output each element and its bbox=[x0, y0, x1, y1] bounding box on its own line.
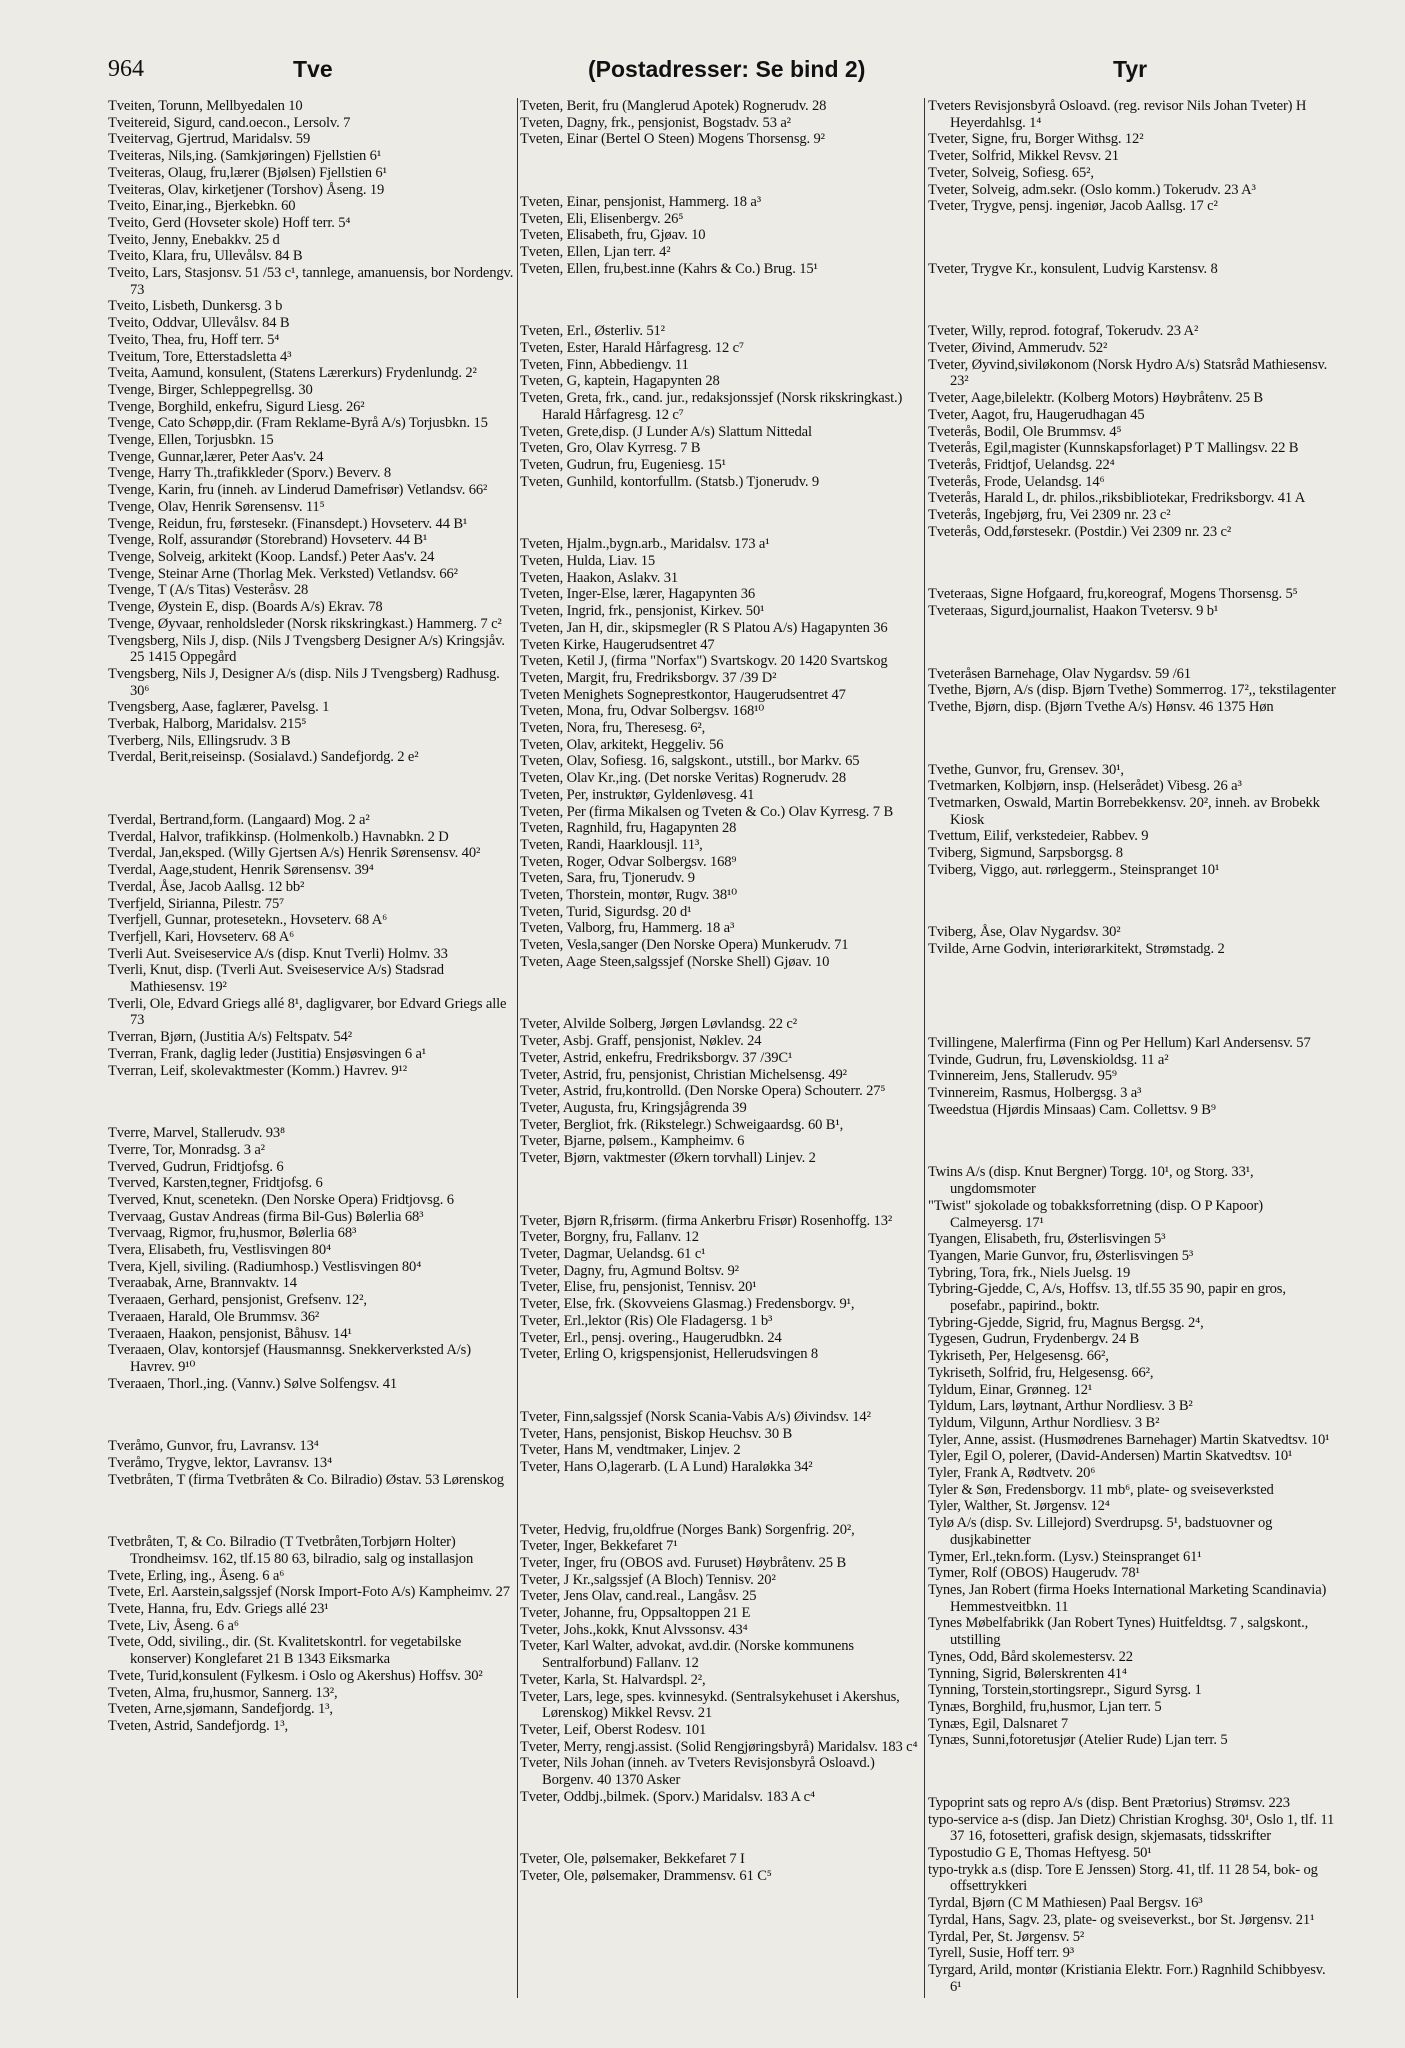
directory-entry: Tyler & Søn, Fredensborgv. 11 mb⁶, plate- og sveiseverksted bbox=[928, 1481, 1274, 1498]
directory-entry: Tygesen, Gudrun, Frydenbergv. 24 B bbox=[928, 1331, 1140, 1348]
directory-entry: Tyler, Anne, assist. (Husmødrenes Barnehager) Martin Skatvedtsv. 10¹ bbox=[928, 1431, 1330, 1448]
directory-entry: Tynning, Torstein,stortingsrepr., Sigurd Syrsg. 1 bbox=[928, 1682, 1202, 1699]
directory-entry: Tyler, Egil O, polerer, (David-Andersen) Martin Skatvedtsv. 10¹ bbox=[928, 1448, 1293, 1465]
directory-entry: Tveter, Lars, lege, spes. kvinnesykd. (Sentralsykehuset i Akershus, Lørenskog) Mikkel Revsv. 21 bbox=[520, 1688, 900, 1722]
entry-spacer bbox=[520, 505, 925, 522]
directory-entry: Tveter, Hans, pensjonist, Biskop Heuchsv. 30 B bbox=[520, 1425, 793, 1442]
directory-entry: Tviberg, Åse, Olav Nygardsv. 30² bbox=[928, 924, 1121, 941]
directory-entry: Tveter, Oddbj.,bilmek. (Sporv.) Maridalsv. 183 A c⁴ bbox=[520, 1788, 815, 1805]
directory-entry: Tverved, Knut, scenetekn. (Den Norske Opera) Fridtjovsg. 6 bbox=[108, 1191, 454, 1208]
directory-entry: Tvenge, Rolf, assurandør (Storebrand) Hovseterv. 44 B¹ bbox=[108, 532, 428, 549]
directory-entry: Tveten, Finn, Abbediengv. 11 bbox=[520, 356, 689, 373]
directory-entry: Tyldum, Lars, løytnant, Arthur Nordliesv. 3 B² bbox=[928, 1398, 1193, 1415]
entry-spacer bbox=[108, 1407, 516, 1424]
directory-entry: Tveten, Elisabeth, fru, Gjøav. 10 bbox=[520, 227, 706, 244]
directory-entry: Tvengsberg, Nils J, disp. (Nils J Tvengsberg Designer A/s) Kringsjåv. 25 1415 Oppegård bbox=[108, 632, 505, 666]
directory-entry: Tvenge, Reidun, fru, førstesekr. (Finansdept.) Hovseterv. 44 B¹ bbox=[108, 515, 468, 532]
directory-entry: Tveiteras, Nils,ing. (Samkjøringen) Fjellstien 6¹ bbox=[108, 148, 382, 165]
directory-entry: Tverli, Knut, disp. (Tverli Aut. Sveiseservice A/s) Stadsrad Mathiesensv. 19² bbox=[108, 962, 444, 996]
directory-entry: Tveraaen, Thorl.,ing. (Vannv.) Sølve Solfengsv. 41 bbox=[108, 1375, 398, 1392]
directory-entry: Tverved, Gudrun, Fridtjofsg. 6 bbox=[108, 1158, 284, 1175]
directory-entry: Tvetmarken, Kolbjørn, insp. (Helserådet) Vibesg. 26 a³ bbox=[928, 778, 1242, 795]
entry-spacer bbox=[928, 555, 1338, 572]
directory-entry: Tyler, Frank A, Rødtvetv. 20⁶ bbox=[928, 1465, 1096, 1482]
directory-entry: Tveter, Erling O, krigspensjonist, Hellerudsvingen 8 bbox=[520, 1346, 819, 1363]
header-first-word: Tve bbox=[293, 56, 333, 82]
directory-entry: Tvinnereim, Jens, Stallerudv. 95⁹ bbox=[928, 1068, 1117, 1085]
directory-entry: Tveten, Ellen, Ljan terr. 4² bbox=[520, 244, 671, 261]
directory-entry: Tveter, Bergliot, frk. (Rikstelegr.) Schweigaardsg. 60 B¹, bbox=[520, 1116, 844, 1133]
directory-entry: Tynes, Odd, Bård skolemestersv. 22 bbox=[928, 1648, 1133, 1665]
directory-entry: Tyldum, Vilgunn, Arthur Nordliesv. 3 B² bbox=[928, 1414, 1160, 1431]
directory-entry: Tveter, Augusta, fru, Kringsjågrenda 39 bbox=[520, 1099, 747, 1116]
directory-entry: Tveten, Einar, pensjonist, Hammerg. 18 a³ bbox=[520, 193, 761, 210]
directory-entry: Tveter, Solfrid, Mikkel Revsv. 21 bbox=[928, 148, 1119, 165]
directory-entry: Tveter, J Kr.,salgssjef (A Bloch) Tennisv. 20² bbox=[520, 1571, 776, 1588]
directory-entry: Tveten, Dagny, frk., pensjonist, Bogstadv. 53 a² bbox=[520, 114, 791, 131]
directory-entry: Tveter, Aage,bilelektr. (Kolberg Motors) Høybråtenv. 25 B bbox=[928, 390, 1263, 407]
directory-entry: Tveterås, Odd,førstesekr. (Postdir.) Vei 2309 nr. 23 c² bbox=[928, 523, 1232, 540]
directory-entry: Tveter, Ole, pølsemaker, Drammensv. 61 C⁵ bbox=[520, 1868, 772, 1885]
directory-entry: Tveitervag, Gjertrud, Maridalsv. 59 bbox=[108, 131, 311, 148]
directory-entry: Tveten, Valborg, fru, Hammerg. 18 a³ bbox=[520, 920, 735, 937]
directory-entry: Tveteraas, Signe Hofgaard, fru,koreograf, Mogens Thorsensg. 5⁵ bbox=[928, 586, 1298, 603]
directory-entry: Tveiten, Torunn, Mellbyedalen 10 bbox=[108, 98, 303, 114]
column-divider bbox=[517, 98, 518, 1998]
directory-entry: Tveten Menighets Sogneprestkontor, Haugerudsentret 47 bbox=[520, 686, 846, 703]
directory-entry: Tynning, Sigrid, Bølerskrenten 41⁴ bbox=[928, 1665, 1127, 1682]
directory-entry: Tyrgard, Arild, montør (Kristiania Elektr. Forr.) Ragnhild Schibbyesv. 6¹ bbox=[928, 1961, 1326, 1995]
directory-entry: Tveten, Per, instruktør, Gyldenløvesg. 41 bbox=[520, 786, 755, 803]
directory-entry: Tveter, Øivind, Ammerudv. 52² bbox=[928, 340, 1108, 357]
directory-entry: Tveten, Ingrid, frk., pensjonist, Kirkev. 50¹ bbox=[520, 603, 765, 620]
directory-entry: Tveter, Trygve, pensj. ingeniør, Jacob Aallsg. 17 c² bbox=[928, 198, 1218, 215]
directory-entry: Tverre, Marvel, Stallerudv. 93⁸ bbox=[108, 1125, 285, 1142]
directory-entry: Tveten, Olav, arkitekt, Heggeliv. 56 bbox=[520, 736, 724, 753]
directory-entry: Tveteraas, Sigurd,journalist, Haakon Tvetersv. 9 b¹ bbox=[928, 603, 1219, 620]
directory-entry: Tveten, Alma, fru,husmor, Sannerg. 13², bbox=[108, 1684, 338, 1701]
directory-entry: Tverbak, Halborg, Maridalsv. 215⁵ bbox=[108, 716, 307, 733]
directory-entry: Tveten, Margit, fru, Fredriksborgv. 37 /39 D² bbox=[520, 669, 777, 686]
directory-entry: Tvete, Erling, ing., Åseng. 6 a⁶ bbox=[108, 1567, 285, 1584]
entry-spacer bbox=[520, 163, 925, 180]
directory-entry: Tveten, Inger-Else, lærer, Hagapynten 36 bbox=[520, 586, 756, 603]
directory-entry: Tveter, Johs.,kokk, Knut Alvssonsv. 43⁴ bbox=[520, 1621, 748, 1638]
directory-column-2 bbox=[520, 98, 925, 1885]
directory-entry: Tveter, Bjørn R,frisørm. (firma Ankerbru Frisør) Rosenhoffg. 13² bbox=[520, 1212, 893, 1229]
directory-entry: Tveitum, Tore, Etterstadsletta 4³ bbox=[108, 348, 292, 365]
entry-spacer bbox=[520, 1820, 925, 1837]
directory-entry: Tybring, Tora, frk., Niels Juelsg. 19 bbox=[928, 1264, 1131, 1281]
directory-entry: Tveten, Grete,disp. (J Lunder A/s) Slattum Nittedal bbox=[520, 423, 812, 440]
directory-entry: Twins A/s (disp. Knut Bergner) Torgg. 10¹, og Storg. 33¹, ungdomsmoter bbox=[928, 1164, 1254, 1198]
directory-entry: Tverli, Ole, Edvard Griegs allé 8¹, dagligvarer, bor Edvard Griegs alle 73 bbox=[108, 995, 507, 1029]
directory-entry: Tverfjell, Gunnar, protesetekn., Hovseterv. 68 A⁶ bbox=[108, 912, 388, 929]
directory-entry: Tveten, Hjalm.,bygn.arb., Maridalsv. 173 a¹ bbox=[520, 536, 770, 553]
directory-entry: Tynæs, Borghild, fru,husmor, Ljan terr. 5 bbox=[928, 1698, 1162, 1715]
directory-entry: Tveten, Roger, Odvar Solbergsv. 168⁹ bbox=[520, 853, 737, 870]
directory-entry: Tveter, Bjarne, pølsem., Kampheimv. 6 bbox=[520, 1133, 745, 1150]
entry-spacer bbox=[520, 292, 925, 309]
directory-entry: Tveter, Inger, fru (OBOS avd. Furuset) Høybråtenv. 25 B bbox=[520, 1554, 847, 1571]
directory-entry: Tykriseth, Per, Helgesensg. 66², bbox=[928, 1348, 1109, 1365]
directory-entry: Tvete, Liv, Åseng. 6 a⁶ bbox=[108, 1617, 239, 1634]
directory-entry: Tveten, Erl., Østerliv. 51² bbox=[520, 323, 665, 340]
directory-entry: Tveter, Erl.,lektor (Ris) Ole Fladagersg. 1 b³ bbox=[520, 1312, 773, 1329]
directory-entry: Tveråmo, Gunvor, fru, Lavransv. 13⁴ bbox=[108, 1438, 319, 1455]
directory-entry: Tveraaen, Harald, Ole Brummsv. 36² bbox=[108, 1308, 320, 1325]
directory-entry: Tvete, Turid,konsulent (Fylkesm. i Oslo og Akershus) Hoffsv. 30² bbox=[108, 1667, 483, 1684]
directory-entry: Tverli Aut. Sveiseservice A/s (disp. Knut Tverli) Holmv. 33 bbox=[108, 945, 448, 962]
directory-entry: Tveter, Willy, reprod. fotograf, Tokerudv. 23 A² bbox=[928, 323, 1199, 340]
directory-entry: Tvetmarken, Oswald, Martin Borrebekkensv. 20², inneh. av Brobekk Kiosk bbox=[928, 795, 1320, 828]
directory-entry: Tveten, Ragnhild, fru, Hagapynten 28 bbox=[520, 820, 737, 837]
directory-entry: Tvettum, Eilif, verkstedeier, Rabbev. 9 bbox=[928, 828, 1149, 845]
directory-entry: Tveito, Lisbeth, Dunkersg. 3 b bbox=[108, 298, 283, 315]
entry-spacer bbox=[928, 893, 1338, 910]
directory-entry: Tvinde, Gudrun, fru, Løvenskioldsg. 11 a² bbox=[928, 1051, 1169, 1068]
directory-entry: Tveten, Einar (Bertel O Steen) Mogens Thorsensg. 9² bbox=[520, 131, 825, 148]
directory-entry: Tyldum, Einar, Grønneg. 12¹ bbox=[928, 1381, 1093, 1398]
header-last-word: Tyr bbox=[1113, 56, 1148, 82]
directory-entry: Tvervaag, Gustav Andreas (firma Bil-Gus) Bølerlia 68³ bbox=[108, 1208, 424, 1225]
directory-entry: Tvenge, Karin, fru (inneh. av Linderud Damefrisør) Vetlandsv. 66² bbox=[108, 482, 488, 499]
directory-entry: Tveter, Finn,salgssjef (Norsk Scania-Vabis A/s) Øivindsv. 14² bbox=[520, 1408, 871, 1425]
directory-entry: "Twist" sjokolade og tobakksforretning (disp. O P Kapoor) Calmeyersg. 17¹ bbox=[928, 1197, 1263, 1231]
directory-entry: Tveter, Astrid, fru,kontrolld. (Den Norske Opera) Schouterr. 27⁵ bbox=[520, 1083, 886, 1100]
directory-entry: Tvethe, Bjørn, disp. (Bjørn Tvethe A/s) Hønsv. 46 1375 Høn bbox=[928, 699, 1274, 716]
directory-entry: Tyrdal, Bjørn (C M Mathiesen) Paal Bergsv. 16³ bbox=[928, 1895, 1203, 1912]
directory-entry: Tvillingene, Malerfirma (Finn og Per Hellum) Karl Andersensv. 57 bbox=[928, 1035, 1311, 1052]
directory-entry: Tveten, Gro, Olav Kyrresg. 7 B bbox=[520, 440, 701, 457]
directory-entry: Tveten, Eli, Elisenbergv. 26⁵ bbox=[520, 210, 684, 227]
directory-entry: Tvete, Erl. Aarstein,salgssjef (Norsk Import-Foto A/s) Kampheimv. 27 bbox=[108, 1584, 510, 1601]
directory-entry: Tveter, Hans O,lagerarb. (L A Lund) Haraløkka 34² bbox=[520, 1458, 813, 1475]
directory-entry: Tveten, Astrid, Sandefjordg. 1³, bbox=[108, 1717, 288, 1734]
directory-entry: Tveraaen, Olav, kontorsjef (Hausmannsg. Snekkerverksted A/s) Havrev. 9¹⁰ bbox=[108, 1342, 471, 1375]
directory-entry: Tvetbråten, T (firma Tvetbråten & Co. Bilradio) Østav. 53 Lørenskog bbox=[108, 1471, 504, 1488]
directory-entry: Tviberg, Sigmund, Sarpsborgsg. 8 bbox=[928, 845, 1123, 862]
directory-entry: Tveten Kirke, Haugerudsentret 47 bbox=[520, 636, 715, 653]
directory-entry: Tverdal, Jan,eksped. (Willy Gjertsen A/s) Henrik Sørensensv. 40² bbox=[108, 845, 481, 862]
directory-entry: Tvete, Odd, siviling., dir. (St. Kvalitetskontrl. for vegetabilske konserver) Konglefaret 21 B 1343 Eiksmarka bbox=[108, 1634, 462, 1668]
directory-entry: Tyrdal, Per, St. Jørgensv. 5² bbox=[928, 1928, 1085, 1945]
directory-entry: Tvete, Hanna, fru, Edv. Griegs allé 23¹ bbox=[108, 1601, 329, 1618]
directory-entry: Tveterås, Bodil, Ole Brummsv. 4⁵ bbox=[928, 423, 1122, 440]
directory-entry: Tveito, Oddvar, Ullevålsv. 84 B bbox=[108, 315, 290, 332]
directory-entry: Tveten, Sara, fru, Tjonerudv. 9 bbox=[520, 870, 695, 887]
directory-entry: Tverberg, Nils, Ellingsrudv. 3 B bbox=[108, 732, 291, 749]
directory-entry: Tymer, Erl.,tekn.form. (Lysv.) Steinspranget 61¹ bbox=[928, 1548, 1202, 1565]
directory-entry: Tyrell, Susie, Hoff terr. 9³ bbox=[928, 1945, 1075, 1962]
page-header bbox=[108, 50, 1338, 90]
directory-entry: Tyler, Walther, St. Jørgensv. 12⁴ bbox=[928, 1498, 1110, 1515]
directory-entry: Tveita, Aamund, konsulent, (Statens Lærerkurs) Frydenlundg. 2² bbox=[108, 365, 477, 382]
directory-entry: Tveterås, Frode, Uelandsg. 14⁶ bbox=[928, 473, 1105, 490]
directory-entry: Tveraaen, Gerhard, pensjonist, Grefsenv. 12², bbox=[108, 1292, 367, 1309]
directory-entry: Tverran, Frank, daglig leder (Justitia) Ensjøsvingen 6 a¹ bbox=[108, 1045, 427, 1062]
directory-entry: Tveito, Jenny, Enebakkv. 25 d bbox=[108, 231, 280, 248]
directory-entry: Tvera, Kjell, siviling. (Radiumhosp.) Vestlisvingen 80⁴ bbox=[108, 1258, 422, 1275]
directory-entry: Tvenge, Øystein E, disp. (Boards A/s) Ekrav. 78 bbox=[108, 599, 383, 616]
directory-entry: Tverran, Leif, skolevaktmester (Komm.) Havrev. 9¹² bbox=[108, 1062, 407, 1079]
directory-entry: Tynes Møbelfabrikk (Jan Robert Tynes) Huitfeldtsg. 7 , salgskont., utstilling bbox=[928, 1615, 1309, 1649]
directory-entry: Tverved, Karsten,tegner, Fridtjofsg. 6 bbox=[108, 1175, 323, 1192]
directory-entry: Tveito, Gerd (Hovseter skole) Hoff terr. 5⁴ bbox=[108, 214, 351, 231]
directory-entry: Tvenge, Gunnar,lærer, Peter Aas'v. 24 bbox=[108, 448, 324, 465]
directory-entry: Tynæs, Egil, Dalsnaret 7 bbox=[928, 1715, 1069, 1732]
directory-entry: Tveito, Thea, fru, Hoff terr. 5⁴ bbox=[108, 331, 280, 348]
directory-entry: Tylø A/s (disp. Sv. Lillejord) Sverdrupsg. 5¹, badstuovner og dusjkabinetter bbox=[928, 1515, 1273, 1548]
entry-spacer bbox=[928, 634, 1338, 651]
directory-entry: Tveter, Aagot, fru, Haugerudhagan 45 bbox=[928, 406, 1145, 423]
directory-entry: Tveten, Mona, fru, Odvar Solbergsv. 168¹⁰ bbox=[520, 703, 765, 720]
directory-entry: Tveten, Haakon, Aslakv. 31 bbox=[520, 569, 679, 586]
directory-entry: Tveter, Else, frk. (Skovveiens Glasmag.) Fredensborgv. 9¹, bbox=[520, 1296, 855, 1313]
entry-spacer bbox=[108, 1094, 516, 1111]
directory-entry: Tveito, Lars, Stasjonsv. 51 /53 c¹, tannlege, amanuensis, bor Nordengv. 73 bbox=[108, 265, 514, 298]
directory-entry: Tverdal, Bertrand,form. (Langaard) Mog. 2 a² bbox=[108, 812, 370, 828]
directory-entry: Tveter, Erl., pensj. overing., Haugerudbkn. 24 bbox=[520, 1329, 782, 1346]
entry-spacer bbox=[108, 781, 516, 798]
directory-entry: Tvenge, Harry Th.,trafikkleder (Sporv.) Beverv. 8 bbox=[108, 465, 392, 482]
directory-entry: Tviberg, Viggo, aut. rørleggerm., Steinspranget 10¹ bbox=[928, 861, 1220, 878]
directory-entry: Tynes, Jan Robert (firma Hoeks International Marketing Scandinavia) Hemmestveitbkn. 11 bbox=[928, 1581, 1327, 1615]
directory-entry: Tverdal, Aage,student, Henrik Sørensensv. 39⁴ bbox=[108, 862, 374, 879]
directory-entry: Tvinnereim, Rasmus, Holbergsg. 3 a³ bbox=[928, 1085, 1142, 1102]
directory-entry: Tyangen, Marie Gunvor, fru, Østerlisvingen 5³ bbox=[928, 1247, 1194, 1264]
directory-entry: Tvetbråten, T, & Co. Bilradio (T Tvetbråten,Torbjørn Holter) Trondheimsv. 162, tlf.15 80 63, bilradio, salg og installasjon bbox=[108, 1534, 474, 1567]
directory-entry: Tveter, Elise, fru, pensjonist, Tennisv. 20¹ bbox=[520, 1279, 757, 1296]
directory-entry: Tverre, Tor, Monradsg. 3 a² bbox=[108, 1141, 265, 1158]
directory-entry: Tvethe, Gunvor, fru, Grensev. 30¹, bbox=[928, 761, 1124, 778]
directory-entry: Tveter, Trygve Kr., konsulent, Ludvig Karstensv. 8 bbox=[928, 260, 1218, 277]
directory-entry: Tverdal, Åse, Jacob Aallsg. 12 bb² bbox=[108, 878, 305, 895]
directory-entry: Tverfjell, Kari, Hovseterv. 68 A⁶ bbox=[108, 928, 295, 945]
directory-entry: Tvenge, Cato Schøpp,dir. (Fram Reklame-Byrå A/s) Torjusbkn. 15 bbox=[108, 415, 488, 432]
directory-entry: Tveten, Olav, Sofiesg. 16, salgskont., utstill., bor Markv. 65 bbox=[520, 753, 860, 770]
directory-entry: Tveter, Merry, rengj.assist. (Solid Rengjøringsbyrå) Maridalsv. 183 c⁴ bbox=[520, 1738, 918, 1755]
directory-entry: Tvera, Elisabeth, fru, Vestlisvingen 80⁴ bbox=[108, 1242, 331, 1259]
directory-entry: Tvenge, Steinar Arne (Thorlag Mek. Verksted) Vetlandsv. 66² bbox=[108, 565, 458, 582]
directory-entry: Tveten, Aage Steen,salgssjef (Norske Shell) Gjøav. 10 bbox=[520, 953, 830, 970]
directory-entry: Tweedstua (Hjørdis Minsaas) Cam. Collettsv. 9 B⁹ bbox=[928, 1101, 1216, 1118]
directory-entry: Tveters Revisjonsbyrå Osloavd. (reg. revisor Nils Johan Tveter) H Heyerdahlsg. 1⁴ bbox=[928, 98, 1307, 131]
directory-entry: Tveterås, Fridtjof, Uelandsg. 22⁴ bbox=[928, 457, 1115, 473]
directory-entry: Tveito, Einar,ing., Bjerkebkn. 60 bbox=[108, 198, 296, 215]
page-number: 964 bbox=[108, 56, 144, 82]
directory-entry: Tveten, Ester, Harald Hårfagresg. 12 c⁷ bbox=[520, 340, 744, 357]
directory-entry: typo-trykk a.s (disp. Tore E Jenssen) Storg. 41, tlf. 11 28 54, bok- og offsettrykkeri bbox=[928, 1861, 1318, 1895]
directory-entry: Tveraabak, Arne, Brannvaktv. 14 bbox=[108, 1275, 297, 1292]
entry-spacer bbox=[108, 1503, 516, 1520]
directory-column-1 bbox=[108, 98, 516, 1735]
directory-entry: Tveten, Arne,sjømann, Sandefjordg. 1³, bbox=[108, 1701, 333, 1718]
directory-entry: Tveten, Vesla,sanger (Den Norske Opera) Munkerudv. 71 bbox=[520, 937, 849, 954]
directory-entry: Tveter, Solveig, Sofiesg. 65², bbox=[928, 164, 1094, 181]
directory-entry: Tveter, Karl Walter, advokat, avd.dir. (Norske kommunens Sentralforbund) Fallanv. 12 bbox=[520, 1638, 854, 1672]
directory-entry: Tveter, Borgny, fru, Fallanv. 12 bbox=[520, 1229, 699, 1246]
directory-entry: Tveter, Jens Olav, cand.real., Langåsv. 25 bbox=[520, 1588, 757, 1605]
directory-entry: Tvenge, Solveig, arkitekt (Koop. Landsf.) Peter Aas'v. 24 bbox=[108, 548, 435, 565]
directory-entry: Tyrdal, Hans, Sagv. 23, plate- og sveiseverkst., bor St. Jørgensv. 21¹ bbox=[928, 1911, 1315, 1928]
directory-entry: Tverran, Bjørn, (Justitia A/s) Feltspatv. 54² bbox=[108, 1029, 352, 1046]
directory-entry: Tveten, Per (firma Mikalsen og Tveten & Co.) Olav Kyrresg. 7 B bbox=[520, 803, 894, 820]
directory-entry: Tveter, Ole, pølsemaker, Bekkefaret 7 I bbox=[520, 1851, 745, 1868]
directory-entry: Typoprint sats og repro A/s (disp. Bent Prætorius) Strømsv. 223 bbox=[928, 1794, 1290, 1811]
entry-spacer bbox=[928, 1004, 1338, 1021]
entry-spacer bbox=[928, 972, 1338, 989]
directory-entry: Tveter, Johanne, fru, Oppsaltoppen 21 E bbox=[520, 1605, 751, 1622]
directory-entry: Tveten, Berit, fru (Manglerud Apotek) Rognerudv. 28 bbox=[520, 98, 827, 114]
directory-entry: typo-service a-s (disp. Jan Dietz) Christian Kroghsg. 30¹, Oslo 1, tlf. 11 37 16, fotosetteri, grafisk design, skjemasats, tidsskrifter bbox=[928, 1811, 1335, 1845]
directory-entry: Tveter, Hans M, vendtmaker, Linjev. 2 bbox=[520, 1442, 741, 1459]
directory-entry: Tybring-Gjedde, C, A/s, Hoffsv. 13, tlf.55 35 90, papir en gros, posefabr., papirind., boktr. bbox=[928, 1281, 1286, 1315]
directory-entry: Tveter, Astrid, fru, pensjonist, Christian Michelsensg. 49² bbox=[520, 1066, 847, 1083]
directory-entry: Tveter, Solveig, adm.sekr. (Oslo komm.) Tokerudv. 23 A³ bbox=[928, 181, 1256, 198]
directory-entry: Tveteråsen Barnehage, Olav Nygardsv. 59 /61 bbox=[928, 665, 1191, 682]
directory-entry: Tveitereid, Sigurd, cand.oecon., Lersolv. 7 bbox=[108, 114, 351, 131]
directory-entry: Tvervaag, Rigmor, fru,husmor, Bølerlia 68³ bbox=[108, 1225, 357, 1242]
directory-entry: Tveter, Dagny, fru, Agmund Boltsv. 9² bbox=[520, 1262, 739, 1279]
entry-spacer bbox=[520, 1181, 925, 1198]
entry-spacer bbox=[928, 230, 1338, 247]
directory-entry: Tveter, Hedvig, fru,oldfrue (Norges Bank) Sorgenfrig. 20², bbox=[520, 1521, 855, 1538]
directory-entry: Tybring-Gjedde, Sigrid, fru, Magnus Bergsg. 2⁴, bbox=[928, 1314, 1204, 1331]
directory-entry: Tveter, Dagmar, Uelandsg. 61 c¹ bbox=[520, 1246, 706, 1263]
directory-entry: Tyangen, Elisabeth, fru, Østerlisvingen 5³ bbox=[928, 1231, 1166, 1248]
directory-entry: Tveten, Jan H, dir., skipsmegler (R S Platou A/s) Hagapynten 36 bbox=[520, 619, 888, 636]
directory-entry: Tveter, Leif, Oberst Rodesv. 101 bbox=[520, 1721, 707, 1738]
entry-spacer bbox=[928, 1764, 1338, 1781]
directory-entry: Tveten, Greta, frk., cand. jur., redaksjonssjef (Norsk rikskringkast.) Harald Hårfagresg. 12 c⁷ bbox=[520, 390, 903, 423]
entry-spacer bbox=[928, 1133, 1338, 1150]
directory-entry: Tveten, Thorstein, montør, Rugv. 38¹⁰ bbox=[520, 887, 737, 904]
directory-entry: Tvenge, Ellen, Torjusbkn. 15 bbox=[108, 432, 274, 449]
directory-entry: Tveter, Karla, St. Halvardspl. 2², bbox=[520, 1671, 706, 1688]
entry-spacer bbox=[520, 1490, 925, 1507]
directory-entry: Tverdal, Halvor, trafikkinsp. (Holmenkolb.) Havnabkn. 2 D bbox=[108, 828, 449, 845]
directory-entry: Tvengsberg, Nils J, Designer A/s (disp. Nils J Tvengsberg) Radhusg. 30⁶ bbox=[108, 665, 500, 699]
directory-entry: Tveter, Asbj. Graff, pensjonist, Nøklev. 24 bbox=[520, 1033, 762, 1050]
directory-entry: Tvenge, Birger, Schleppegrellsg. 30 bbox=[108, 381, 313, 398]
directory-entry: Tveiteras, Olaug, fru,lærer (Bjølsen) Fjellstien 6¹ bbox=[108, 164, 387, 181]
directory-entry: Tvenge, Borghild, enkefru, Sigurd Liesg. 26² bbox=[108, 398, 365, 415]
directory-entry: Typostudio G E, Thomas Heftyesg. 50¹ bbox=[928, 1845, 1152, 1861]
directory-entry: Tymer, Rolf (OBOS) Haugerudv. 78¹ bbox=[928, 1565, 1140, 1582]
directory-entry: Tveten, Randi, Haarklousjl. 11³, bbox=[520, 836, 703, 853]
directory-entry: Tykriseth, Solfrid, fru, Helgesensg. 66², bbox=[928, 1364, 1154, 1381]
directory-entry: Tveterås, Ingebjørg, fru, Vei 2309 nr. 23 c² bbox=[928, 507, 1171, 524]
directory-entry: Tveter, Øyvind,siviløkonom (Norsk Hydro A/s) Statsråd Mathiesensv. 23² bbox=[928, 356, 1328, 390]
directory-entry: Tveten, Gudrun, fru, Eugeniesg. 15¹ bbox=[520, 457, 726, 473]
entry-spacer bbox=[520, 985, 925, 1002]
directory-entry: Tveter, Astrid, enkefru, Fredriksborgv. 37 /39C¹ bbox=[520, 1049, 793, 1066]
directory-entry: Tveterås, Harald L, dr. philos.,riksbibliotekar, Fredriksborgv. 41 A bbox=[928, 490, 1306, 507]
directory-entry: Tveten, Hulda, Liav. 15 bbox=[520, 552, 656, 569]
directory-entry: Tveter, Bjørn, vaktmester (Økern torvhall) Linjev. 2 bbox=[520, 1150, 816, 1167]
directory-entry: Tveter, Alvilde Solberg, Jørgen Løvlandsg. 22 c² bbox=[520, 1016, 797, 1033]
directory-entry: Tveiteras, Olav, kirketjener (Torshov) Åseng. 19 bbox=[108, 181, 385, 198]
entry-spacer bbox=[928, 730, 1338, 747]
directory-entry: Tvenge, Olav, Henrik Sørensensv. 11⁵ bbox=[108, 498, 325, 515]
directory-entry: Tveterås, Egil,magister (Kunnskapsforlaget) P T Mallingsv. 22 B bbox=[928, 440, 1299, 457]
directory-entry: Tvenge, T (A/s Titas) Vesteråsv. 28 bbox=[108, 582, 309, 599]
directory-entry: Tveten, Nora, fru, Theresesg. 6², bbox=[520, 720, 706, 737]
directory-entry: Tveråmo, Trygve, lektor, Lavransv. 13⁴ bbox=[108, 1454, 333, 1471]
directory-entry: Tveraaen, Haakon, pensjonist, Båhusv. 14¹ bbox=[108, 1325, 352, 1342]
directory-entry: Tvethe, Bjørn, A/s (disp. Bjørn Tvethe) Sommerrog. 17²,, tekstilagenter bbox=[928, 682, 1336, 699]
header-postal-note: (Postadresser: Se bind 2) bbox=[588, 56, 866, 82]
directory-entry: Tveten, Olav Kr.,ing. (Det norske Veritas) Rognerudv. 28 bbox=[520, 770, 846, 787]
entry-spacer bbox=[928, 292, 1338, 309]
directory-entry: Tvengsberg, Aase, faglærer, Pavelsg. 1 bbox=[108, 699, 330, 716]
directory-entry: Tynæs, Sunni,fotoretusjør (Atelier Rude) Ljan terr. 5 bbox=[928, 1732, 1228, 1749]
directory-entry: Tveten, Turid, Sigurdsg. 20 d¹ bbox=[520, 903, 692, 920]
directory-entry: Tveter, Signe, fru, Borger Withsg. 12² bbox=[928, 131, 1144, 148]
entry-spacer bbox=[520, 1378, 925, 1395]
directory-entry: Tveten, Ketil J, (firma "Norfax") Svartskogv. 20 1420 Svartskog bbox=[520, 653, 888, 670]
directory-entry: Tveten, Gunhild, kontorfullm. (Statsb.) Tjonerudv. 9 bbox=[520, 473, 820, 490]
directory-entry: Tvilde, Arne Godvin, interiørarkitekt, Strømstadg. 2 bbox=[928, 941, 1225, 958]
directory-entry: Tverdal, Berit,reiseinsp. (Sosialavd.) Sandefjordg. 2 e² bbox=[108, 749, 419, 766]
directory-entry: Tveten, G, kaptein, Hagapynten 28 bbox=[520, 373, 720, 390]
directory-entry: Tverfjeld, Sirianna, Pilestr. 75⁷ bbox=[108, 895, 285, 912]
directory-entry: Tveter, Inger, Bekkefaret 7¹ bbox=[520, 1538, 678, 1555]
directory-column-3 bbox=[928, 98, 1338, 1995]
directory-entry: Tveter, Nils Johan (inneh. av Tveters Revisjonsbyrå Osloavd.) Borgenv. 40 1370 Asker bbox=[520, 1755, 875, 1789]
directory-entry: Tveten, Ellen, fru,best.inne (Kahrs & Co.) Brug. 15¹ bbox=[520, 260, 818, 277]
directory-entry: Tveito, Klara, fru, Ullevålsv. 84 B bbox=[108, 248, 303, 265]
directory-entry: Tvenge, Øyvaar, renholdsleder (Norsk rikskringkast.) Hammerg. 7 c² bbox=[108, 615, 502, 632]
